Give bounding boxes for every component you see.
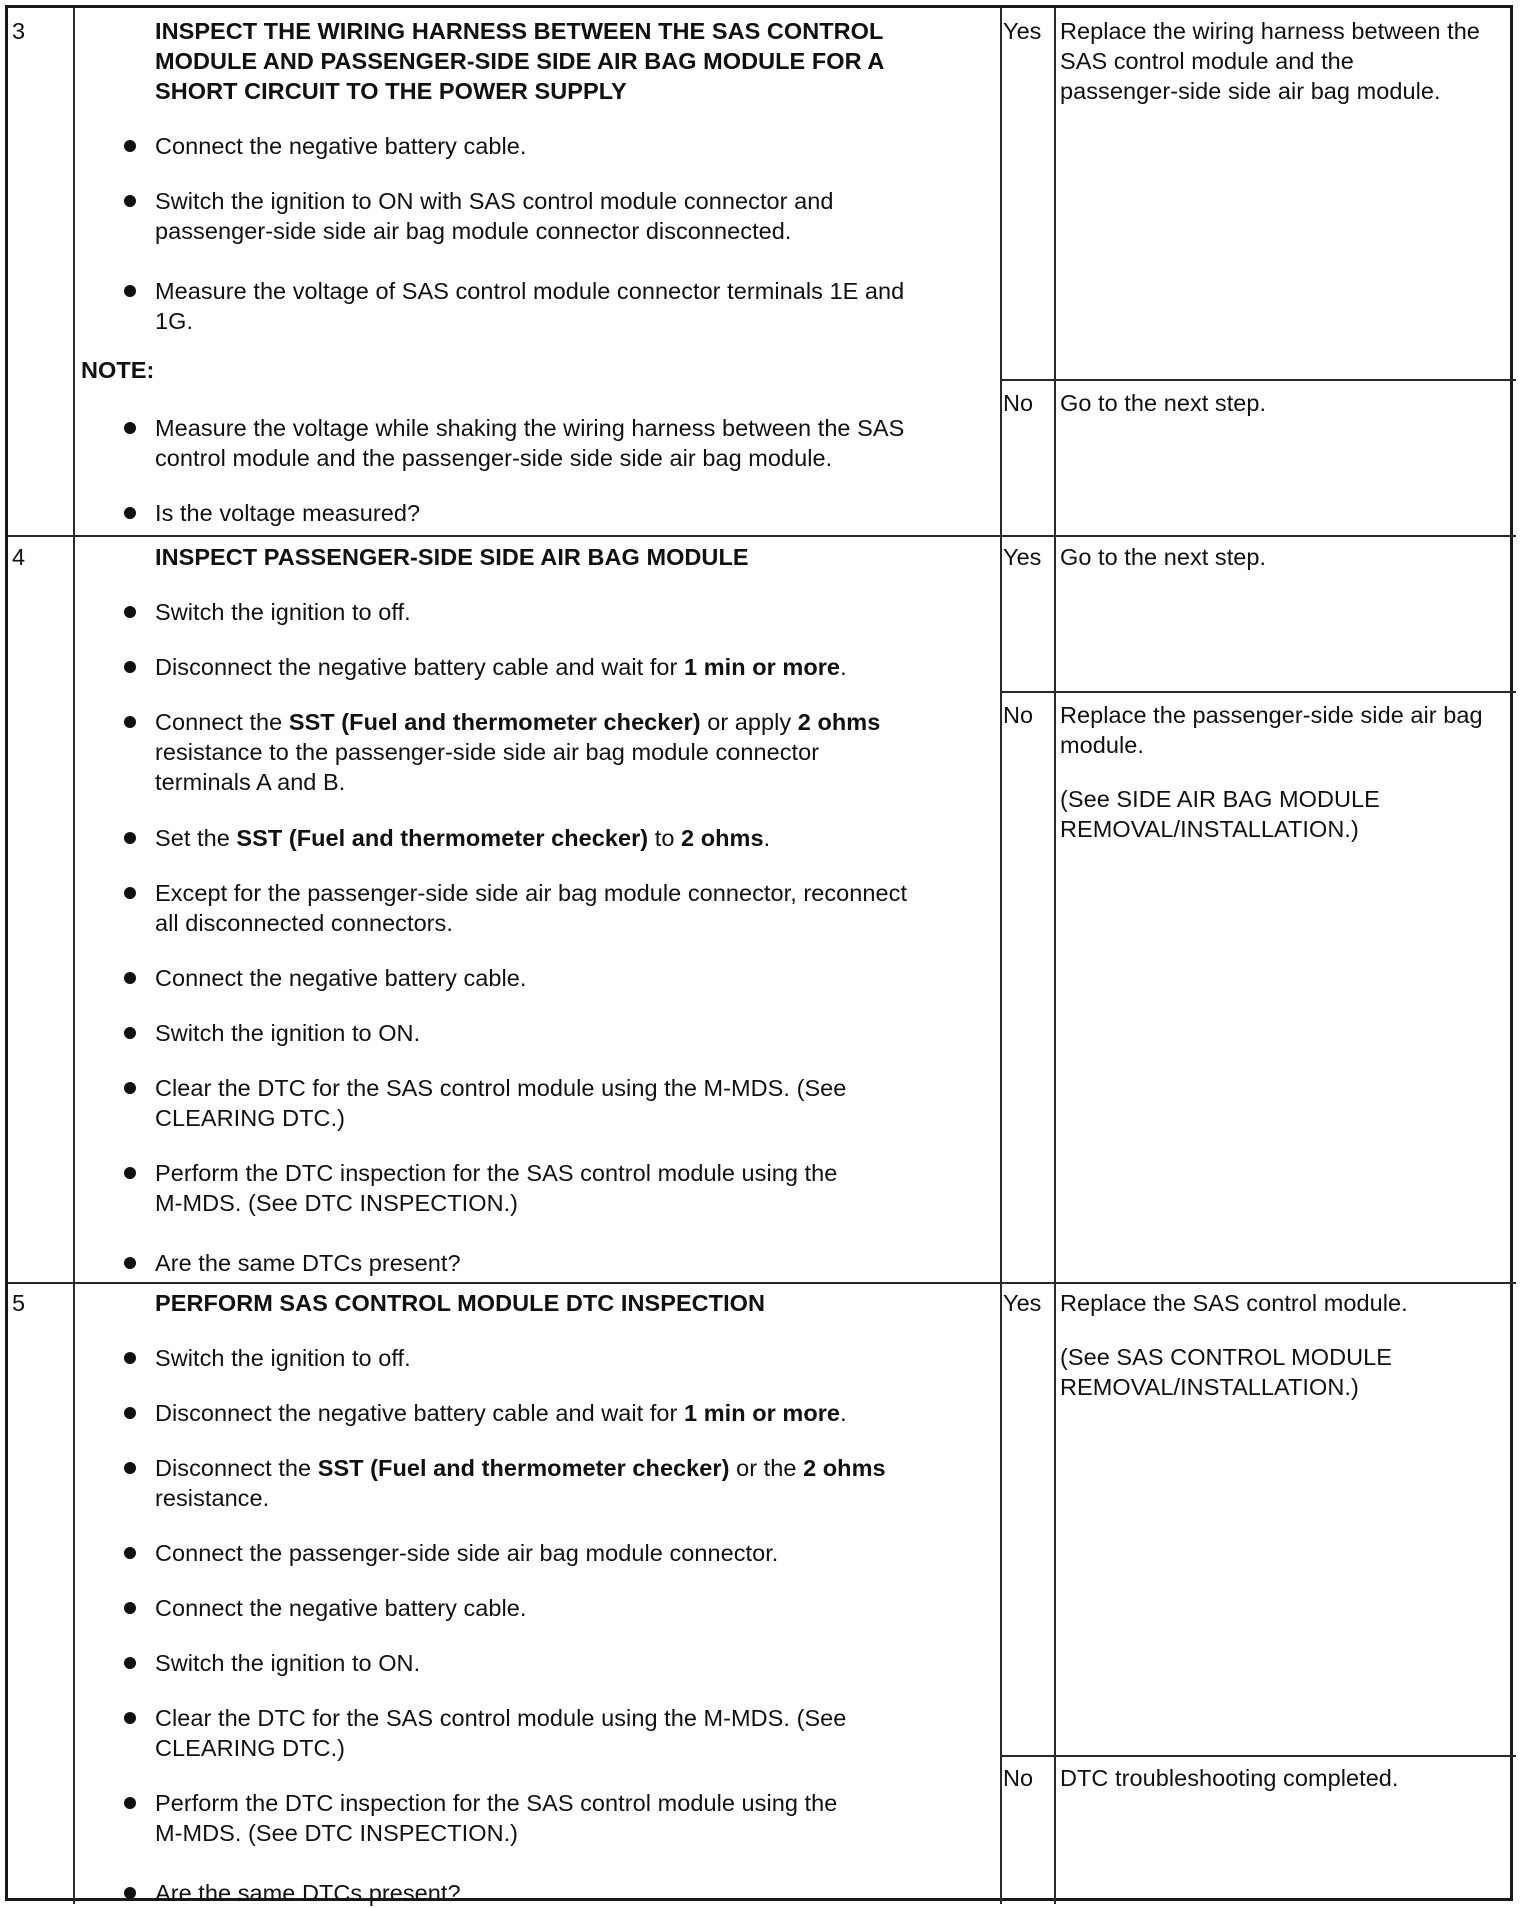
bullet-icon xyxy=(124,1547,136,1559)
bullet-icon xyxy=(124,285,136,297)
yes-action: Replace the SAS control module. xyxy=(1060,1290,1408,1316)
no-label: No xyxy=(1003,702,1034,728)
bullet-text: Disconnect the SST (Fuel and thermometer checker) or the 2 ohms xyxy=(155,1455,886,1481)
column-divider xyxy=(1000,8,1002,1904)
yes-action: passenger-side side air bag module. xyxy=(1060,78,1441,104)
bullet-text: Connect the negative battery cable. xyxy=(155,133,527,159)
bullet-text: Switch the ignition to off. xyxy=(155,1345,411,1371)
bullet-icon xyxy=(124,1602,136,1614)
bullet-icon xyxy=(124,832,136,844)
bullet-text: Switch the ignition to ON. xyxy=(155,1020,421,1046)
step-title: INSPECT PASSENGER-SIDE SIDE AIR BAG MODULE xyxy=(155,544,749,570)
yes-action: (See SAS CONTROL MODULE xyxy=(1060,1344,1392,1370)
bullet-icon xyxy=(124,1167,136,1179)
bullet-text: Are the same DTCs present? xyxy=(155,1880,461,1906)
step-title: SHORT CIRCUIT TO THE POWER SUPPLY xyxy=(155,78,627,104)
step-title: MODULE AND PASSENGER-SIDE SIDE AIR BAG MODULE FOR A xyxy=(155,48,885,74)
bullet-text: Perform the DTC inspection for the SAS control module using the xyxy=(155,1790,838,1816)
bullet-text: Switch the ignition to ON with SAS control module connector and xyxy=(155,188,834,214)
no-action: Replace the passenger-side side air bag xyxy=(1060,702,1483,728)
note-label: NOTE: xyxy=(81,357,155,383)
bullet-text: Connect the passenger-side side air bag module connector. xyxy=(155,1540,779,1566)
bullet-text: Perform the DTC inspection for the SAS control module using the xyxy=(155,1160,838,1186)
yes-no-divider xyxy=(1000,379,1516,381)
bullet-icon xyxy=(124,606,136,618)
no-action: REMOVAL/INSTALLATION.) xyxy=(1060,816,1359,842)
bullet-icon xyxy=(124,1352,136,1364)
row-divider xyxy=(8,1282,1516,1284)
yes-no-divider xyxy=(1000,691,1516,693)
yes-no-divider xyxy=(1000,1755,1516,1757)
troubleshooting-table xyxy=(5,5,1513,1906)
bullet-text: Are the same DTCs present? xyxy=(155,1250,461,1276)
bullet-icon xyxy=(124,1797,136,1809)
no-action: module. xyxy=(1060,732,1144,758)
bullet-text: Connect the negative battery cable. xyxy=(155,965,527,991)
bullet-icon xyxy=(124,1462,136,1474)
bullet-icon xyxy=(124,1257,136,1269)
bullet-icon xyxy=(124,972,136,984)
bullet-text: 1G. xyxy=(155,308,194,334)
bullet-text: resistance to the passenger-side side air bag module connector xyxy=(155,739,820,765)
bullet-text: CLEARING DTC.) xyxy=(155,1735,346,1761)
step-title: PERFORM SAS CONTROL MODULE DTC INSPECTION xyxy=(155,1290,766,1316)
bullet-icon xyxy=(124,195,136,207)
column-divider xyxy=(73,8,75,1904)
bullet-icon xyxy=(124,887,136,899)
step-number: 4 xyxy=(12,544,26,570)
bullet-icon xyxy=(124,1657,136,1669)
bullet-icon xyxy=(124,422,136,434)
step-number: 5 xyxy=(12,1290,26,1316)
bullet-text: control module and the passenger-side side side air bag module. xyxy=(155,445,833,471)
bullet-text: CLEARING DTC.) xyxy=(155,1105,346,1131)
no-label: No xyxy=(1003,1765,1034,1791)
yes-action: SAS control module and the xyxy=(1060,48,1354,74)
bullet-text: all disconnected connectors. xyxy=(155,910,453,936)
bullet-icon xyxy=(124,140,136,152)
bullet-icon xyxy=(124,716,136,728)
bullet-text: terminals A and B. xyxy=(155,769,346,795)
bullet-icon xyxy=(124,1027,136,1039)
bullet-text: Measure the voltage while shaking the wiring harness between the SAS xyxy=(155,415,905,441)
bullet-text: Except for the passenger-side side air bag module connector, reconnect xyxy=(155,880,908,906)
bullet-icon xyxy=(124,1887,136,1899)
bullet-text: Connect the negative battery cable. xyxy=(155,1595,527,1621)
bullet-icon xyxy=(124,1712,136,1724)
row-divider xyxy=(8,535,1516,537)
bullet-text: Measure the voltage of SAS control module connector terminals 1E and xyxy=(155,278,905,304)
step-number: 3 xyxy=(12,18,26,44)
bullet-text: M-MDS. (See DTC INSPECTION.) xyxy=(155,1820,519,1846)
bullet-text: Is the voltage measured? xyxy=(155,500,421,526)
bullet-text: Disconnect the negative battery cable and wait for 1 min or more. xyxy=(155,654,847,680)
no-action: Go to the next step. xyxy=(1060,390,1267,416)
yes-action: Replace the wiring harness between the xyxy=(1060,18,1480,44)
bullet-text: Clear the DTC for the SAS control module using the M-MDS. (See xyxy=(155,1705,847,1731)
no-label: No xyxy=(1003,390,1034,416)
yes-label: Yes xyxy=(1003,1290,1042,1316)
bullet-icon xyxy=(124,1082,136,1094)
bullet-text: Clear the DTC for the SAS control module using the M-MDS. (See xyxy=(155,1075,847,1101)
no-action: DTC troubleshooting completed. xyxy=(1060,1765,1399,1791)
bullet-text: Switch the ignition to ON. xyxy=(155,1650,421,1676)
yes-label: Yes xyxy=(1003,18,1042,44)
bullet-text: resistance. xyxy=(155,1485,270,1511)
bullet-icon xyxy=(124,507,136,519)
bullet-text: passenger-side side air bag module connector disconnected. xyxy=(155,218,792,244)
yes-action: Go to the next step. xyxy=(1060,544,1267,570)
bullet-text: Connect the SST (Fuel and thermometer checker) or apply 2 ohms xyxy=(155,709,881,735)
no-action: (See SIDE AIR BAG MODULE xyxy=(1060,786,1380,812)
bullet-text: Set the SST (Fuel and thermometer checker) to 2 ohms. xyxy=(155,825,771,851)
bullet-text: Switch the ignition to off. xyxy=(155,599,411,625)
yes-action: REMOVAL/INSTALLATION.) xyxy=(1060,1374,1359,1400)
bullet-icon xyxy=(124,661,136,673)
bullet-icon xyxy=(124,1407,136,1419)
column-divider xyxy=(1054,8,1056,1904)
yes-label: Yes xyxy=(1003,544,1042,570)
bullet-text: M-MDS. (See DTC INSPECTION.) xyxy=(155,1190,519,1216)
bullet-text: Disconnect the negative battery cable and wait for 1 min or more. xyxy=(155,1400,847,1426)
step-title: INSPECT THE WIRING HARNESS BETWEEN THE SAS CONTROL xyxy=(155,18,884,44)
